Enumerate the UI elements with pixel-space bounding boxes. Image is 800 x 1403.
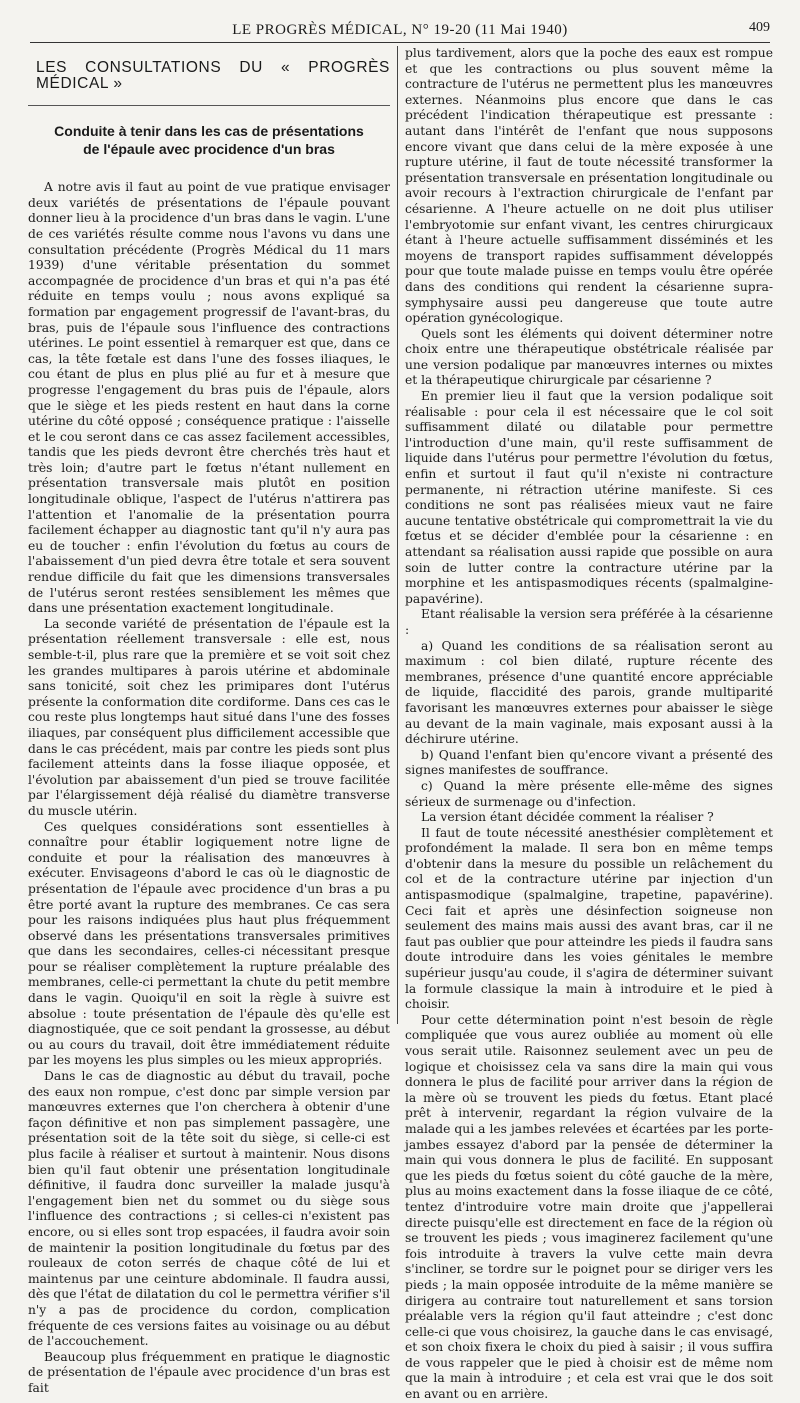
body-paragraph: Ces quelques considérations sont essentielles à connaître pour établir logiquement notre ligne de conduite et pour la réalisation des manœuvres à exécuter. Envisageons d'abord le cas où le diagnostic de présentation de l'épaule avec procidence d'un bras a pu être porté avant la rupture des membranes. Ce cas sera pour les raisons indiquées plus haut plus fréquemment observé dans les présentations transversales primitives que dans les secondaires, celles-ci nécessitant presque pour se réaliser complètement la rupture préalable des membranes, celle-ci permettant la chute du petit membre dans le vagin. Quoiqu'il en soit la règle à suivre est absolue : toute présentation de l'épaule dès qu'elle est diagnostiquée, que ce soit pendant la grossesse, au début ou au cours du travail, doit être immédiatement réduite par les moyens les plus simples ou les mieux appropriés.	[28, 819, 390, 1068]
body-paragraph: Etant réalisable la version sera préférée à la césarienne :	[405, 607, 773, 637]
body-paragraph: Il faut de toute nécessité anesthésier complètement et profondément la malade. Il sera bon en même temps d'obtenir dans la mesure du possible un relâchement du col et de la contracture utérine par injection d'un antispasmodique (spalmalgine, trapetine, papavérine). Ceci fait et après une désinfection soigneuse non seulement des mains mais aussi des avant bras, car il ne faut pas oublier que pour atteindre les pieds il faudra sans doute introduire dans les voies génitales le membre supérieur jusqu'au coude, il s'agira de déterminer suivant la formule classique la main à introduire et le pied à choisir.	[405, 825, 773, 1012]
body-paragraph: En premier lieu il faut que la version podalique soit réalisable : pour cela il est nécessaire que le col soit suffisamment dilaté ou dilatable pour permettre l'introduction d'une main, qu'il reste suffisamment de liquide dans l'utérus pour permettre l'évolution du fœtus, enfin et surtout il faut qu'il n'existe ni contracture permanente, ni rétraction utérine manifeste. Si ces conditions ne sont pas réalisées mieux vaut ne faire aucune tentative obstétricale qui compromettrait la vie du fœtus et se décider d'emblée pour la césarienne : en attendant sa réalisation aussi rapide que possible on aura soin de lutter contre la contracture utérine par la morphine et les antispasmodiques récents (spalmalgine-papavérine).	[405, 389, 773, 606]
body-paragraph: Beaucoup plus fréquemment en pratique le diagnostic de présentation de l'épaule avec procidence d'un bras est fait	[28, 1349, 390, 1395]
article-title-line-1: Conduite à tenir dans les cas de présentations	[54, 123, 364, 140]
section-title: LES CONSULTATIONS DU « PROGRÈS MÉDICAL »	[28, 46, 390, 106]
page-number: 409	[749, 20, 770, 35]
body-paragraph: La version étant décidée comment la réaliser ?	[421, 810, 714, 825]
body-paragraph: Quels sont les éléments qui doivent déterminer notre choix entre une thérapeutique obstétricale réalisée par une version podalique par manœuvres internes ou mixtes et la thérapeutique chirurgicale par césarienne ?	[405, 326, 773, 388]
list-item-b: b) Quand l'enfant bien qu'encore vivant a présenté des signes manifestes de souffrance.	[405, 747, 773, 778]
list-item-c: c) Quand la mère présente elle-même des signes sérieux de surmenage ou d'infection.	[405, 778, 773, 809]
article-title-line-2: de l'épaule avec procidence d'un bras	[83, 141, 335, 158]
right-column	[405, 46, 773, 1402]
column-divider	[397, 46, 398, 1024]
list-item-a: a) Quand les conditions de sa réalisation seront au maximum : col bien dilaté, rupture récente des membranes, présence d'une quantité encore appréciable de liquide, flaccidité des parois, grande multiparité favorisant les manœuvres externes pour abaisser le siège au devant de la main vaginale, mais exposant aussi à la déchirure utérine.	[405, 638, 773, 747]
body-paragraph: plus tardivement, alors que la poche des eaux est rompue et que les contractions ou plus souvent même la contracture de l'utérus ne permettent plus les manœuvres externes. Néanmoins plus encore que dans le cas précédent l'indication thérapeutique est pressante : autant dans l'intérêt de l'enfant que nous supposons encore vivant que dans celui de la mère exposée à une rupture utérine, il faut de toute nécessité transformer la présentation transversale en présentation longitudinale ou avoir recours à l'extraction chirurgicale de l'enfant par césarienne. A l'heure actuelle on ne doit plus utiliser l'embryotomie sur enfant vivant, les centres chirurgicaux étant à l'heure actuelle suffisamment disséminés et les moyens de transport rapides suffisamment développés pour que toute malade puisse en temps voulu être opérée dans des conditions qui rendent la césarienne supra-symphysaire aussi peu dangereuse que toute autre opération gynécologique.	[405, 46, 773, 326]
body-paragraph: A notre avis il faut au point de vue pratique envisager deux variétés de présentations de l'épaule pouvant donner lieu à la procidence d'un bras dans le vagin. L'une de ces variétés résulte comme nous l'avons vu dans une consultation précédente (Progrès Médical du 11 mars 1939) d'une véritable présentation du sommet accompagnée de procidence d'un bras et qui n'a pas été réduite en temps voulu ; nous avons expliqué sa formation par engagement progressif de l'avant-bras, du bras, puis de l'épaule sous l'influence des contractions utérines. Le point essentiel à remarquer est que, dans ce cas, la tête fœtale est dans l'une des fosses iliaques, le cou étant de plus en plus plié au fur et à mesure que progresse l'engagement du bras puis de l'épaule, alors que le siège et les pieds restent en haut dans la corne utérine du côté opposé ; conséquence pratique : l'aisselle et le cou seront dans ce cas assez facilement accessibles, tandis que les pieds devront être cherchés très haut et très loin; d'autre part le fœtus n'étant nullement en présentation transversale mais plutôt en position longitudinale oblique, l'aspect de l'utérus n'attirera pas l'attention et l'anomalie de la présentation pourra facilement échapper au diagnostic tant qu'il n'y aura pas eu de toucher : enfin l'évolution du fœtus au cours de l'abaissement d'un pied devra être totale et sera souvent rendue difficile du fait que les dimensions transversales de l'utérus seront restées sensiblement les mêmes que dans une présentation exactement longitudinale.	[28, 180, 390, 616]
journal-title: LE PROGRÈS MÉDICAL, N° 19-20 (11 Mai 1940)	[232, 21, 568, 38]
running-header	[30, 18, 770, 43]
left-column	[28, 46, 390, 1395]
article-title	[28, 122, 390, 158]
body-paragraph: La seconde variété de présentation de l'épaule est la présentation réellement transversale : elle est, nous semble-t-il, plus rare que la première et se voit soit chez les grandes multipares à parois utérine et abdominale sans tonicité, soit chez les primipares dont l'utérus présente la conformation dite cordiforme. Dans ces cas le cou reste plus longtemps haut situé dans l'une des fosses iliaques, par conséquent plus difficilement accessible que dans le cas précédent, mais par contre les pieds sont plus facilement atteints dans la fosse iliaque opposée, et l'évolution par abaissement d'un pied se trouve facilitée par l'élargissement déjà réalisé du diamètre transverse du muscle utérin.	[28, 616, 390, 818]
body-paragraph: Pour cette détermination point n'est besoin de règle compliquée que vous aurez oubliée au moment où elle vous serait utile. Raisonnez seulement avec un peu de logique et choisissez cela va sans dire la main qui vous donnera le plus de facilité pour arriver dans la région de la mère où se trouvent les pieds du fœtus. Etant placé prêt à intervenir, regardant la région vulvaire de la malade qui a les jambes relevées et écartées par les porte-jambes essayez d'abord par la pensée de déterminer la main qui vous donnera le plus de facilité. En supposant que les pieds du fœtus soient du côté gauche de la mère, plus au moins exactement dans la fosse iliaque de ce côté, tentez d'introduire votre main droite que j'appellerai directe puisqu'elle est directement en face de la région où se trouvent les pieds ; vous imaginerez facilement qu'une fois introduite à travers la vulve cette main devra s'incliner, se tordre sur le poignet pour se diriger vers les pieds ; la main opposée introduite de la même manière se dirigera au contraire tout naturellement et sans torsion préalable vers la région qu'il faut atteindre ; c'est donc celle-ci que vous choisirez, la gauche dans le cas envisagé, et son choix fixera le choix du pied à saisir ; il vous suffira de vous rappeler que le pied à choisir est de même nom que la main à introduire ; et cela est vrai que le dos soit en avant ou en arrière.	[405, 1012, 773, 1402]
body-paragraph: Dans le cas de diagnostic au début du travail, poche des eaux non rompue, c'est donc par simple version par manœuvres externes que l'on cherchera à obtenir d'une façon définitive et non pas simplement passagère, une présentation soit de la tête soit du siège, si celle-ci est plus facile à réaliser et surtout à maintenir. Nous disons bien qu'il faut obtenir une présentation longitudinale définitive, il faudra donc surveiller la malade jusqu'à l'engagement bien net du sommet ou du siège sous l'influence des contractions ; si celles-ci n'existent pas encore, ou si elles sont trop espacées, il faudra avoir soin de maintenir la position longitudinale du fœtus par des rouleaux de coton serrés de chaque côté de lui et maintenus par une ceinture abdominale. Il faudra aussi, dès que l'état de dilatation du col le permettra vérifier s'il n'y a pas de procidence du cordon, complication fréquente de ces versions faites au voisinage ou au début de l'accouchement.	[28, 1069, 390, 1349]
